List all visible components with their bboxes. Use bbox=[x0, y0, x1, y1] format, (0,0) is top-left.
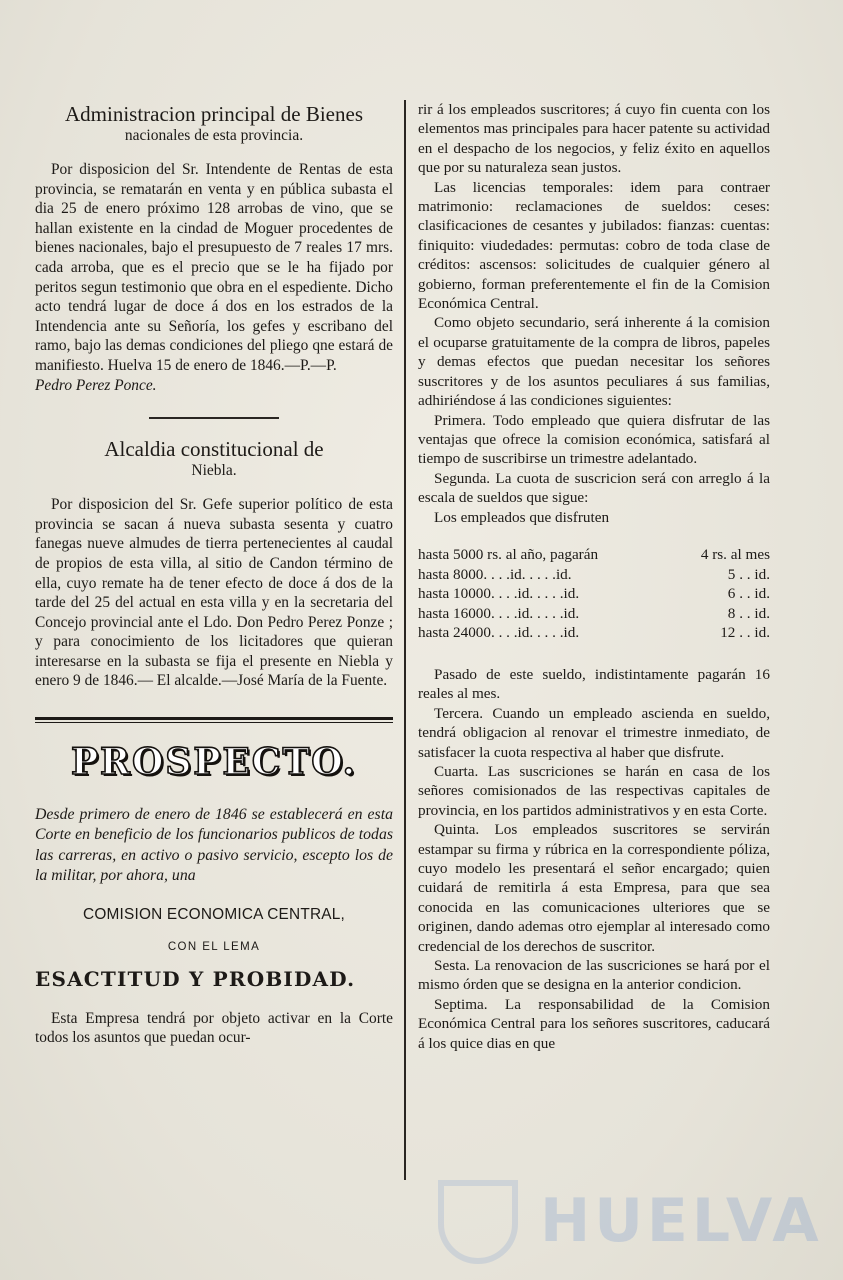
fee-range: hasta 16000. . . .id. . . . .id. bbox=[418, 604, 580, 622]
table-row bbox=[418, 623, 770, 643]
notice2-title: Alcaldia constitucional de bbox=[104, 437, 324, 462]
fee-range: hasta 24000. . . .id. . . . .id. bbox=[418, 624, 580, 642]
condition-sesta: Sesta. La renovacion de las suscriciones se hará por el mismo órden que se designa en la anterior condicion. bbox=[418, 957, 770, 994]
paragraph: Los empleados que disfruten bbox=[434, 508, 610, 526]
fee-table bbox=[418, 533, 770, 655]
notice2-body: Por disposicion del Sr. Gefe superior político de esta provincia se sacan á nueva subasta sesenta y cuatro fanegas nueve almudes de tierra pertenecientes al caudal de propios de esta villa, al sitio de Candon término de ella, cuyo remate ha de tener efecto de doce á dos de la tarde del 25 del actual en esta villa y en la secretaria del Concejo provincial ante el Ldo. Don Pedro Perez Ponze ; y para conocimiento de los licitadores que quieran interesarse en la subasta se fija el presente en Niebla y enero 9 de 1846.— El alcalde.—José María de la Fuente. bbox=[35, 496, 393, 690]
right-column bbox=[418, 100, 770, 1053]
paragraph: Pasado de este sueldo, indistintamente pagarán 16 reales al mes. bbox=[418, 665, 770, 703]
column-separator bbox=[404, 100, 406, 1180]
paragraph: Como objeto secundario, será inherente á la comision el ocuparse gratuitamente de la compra de libros, papeles y demas efectos que puedan necesitar los señores suscritores y de los asuntos peculiares á sus familias, adhiriéndose á las condiciones siguientes: bbox=[418, 314, 770, 410]
fee-amount: 5 . . id. bbox=[727, 565, 770, 583]
notice1-subtitle: nacionales de esta provincia. bbox=[124, 127, 304, 144]
table-row bbox=[418, 545, 770, 565]
prospecto-intro: Desde primero de enero de 1846 se establecerá en esta Corte en beneficio de los funcionarios publicos de todas las carreras, en activo o pasivo servicio, escepto los de la militar, por ahora, una bbox=[35, 806, 393, 885]
table-row bbox=[418, 584, 770, 604]
paragraph: Las licencias temporales: idem para contraer matrimonio: reclamaciones de sueldos: ceses: clasificaciones de cesantes y jubilados: fianzas: cuentas: finiquito: viudedades: permutas: cobro de toda clase de créditos: ascensos: solicitudes de cualquier género al gobierno, forman preferentemente el fin de la Comision Económica Central. bbox=[418, 178, 770, 313]
notice1-body: Por disposicion del Sr. Intendente de Rentas de esta provincia, se rematarán en venta y en pública subasta el dia 25 de enero próximo 128 arrobas de vino, que se hallan existente en la cindad de Moguer procedentes de bienes nacionales, bajo el presupuesto de 7 reales 17 mrs. cada arroba, que es el precio que se le ha fijado por peritos segun testimonio que obra en el espediente. Dicho acto tendrá lugar de doce á dos en los estrados de la Intendencia ante su Señoría, los gefes y escribano del ramo, bajo las demas condiciones del pliego qne estará de manifiesto. Huelva 15 de enero de 1846.—P.—P. bbox=[35, 161, 393, 374]
lema-label: CON EL LEMA bbox=[167, 940, 261, 953]
table-row bbox=[418, 604, 770, 624]
fee-amount: 8 . . id. bbox=[727, 604, 770, 622]
fee-amount: 6 . . id. bbox=[727, 585, 770, 603]
condition-segunda: Segunda. La cuota de suscricion será con arreglo á la escala de sueldos que sigue: bbox=[418, 469, 770, 507]
watermark-shield-icon bbox=[438, 1180, 518, 1264]
notice1-title: Administracion principal de Bienes bbox=[64, 102, 363, 126]
fee-amount: 12 . . id. bbox=[720, 624, 770, 642]
section-divider bbox=[149, 417, 279, 419]
notice2-subtitle: Niebla. bbox=[191, 462, 237, 480]
fee-range: hasta 5000 rs. al año, pagarán bbox=[418, 545, 599, 563]
notice1-signature: Pedro Perez Ponce. bbox=[35, 376, 157, 394]
comision-heading: COMISION ECONOMICA CENTRAL, bbox=[83, 905, 345, 923]
watermark: HUELVA bbox=[540, 1186, 823, 1256]
condition-cuarta: Cuarta. Las suscriciones se harán en casa de los señores comisionados de las respectivas capitales de provincia, en los partidos administrativos y en esta Corte. bbox=[418, 762, 770, 819]
paragraph: rir á los empleados suscritores; á cuyo fin cuenta con los elementos mas principales para hacer patente su actividad en el despacho de los negocios, y feliz éxito en aquellos que por su naturaleza sean justos. bbox=[418, 101, 770, 177]
condition-primera: Primera. Todo empleado que quiera disfrutar de las ventajas que ofrece la comision económica, satisfará al tiempo de suscribirse un trimestre adelantado. bbox=[418, 411, 770, 468]
condition-tercera: Tercera. Cuando un empleado ascienda en sueldo, tendrá obligacion al renovar el trimestre inmediato, de satisfacer la cuota respectiva al haber que disfrute. bbox=[418, 704, 770, 761]
fee-range: hasta 8000. . . .id. . . . .id. bbox=[418, 565, 572, 583]
left-column bbox=[35, 100, 393, 1048]
motto: ESACTITUD Y PROBIDAD. bbox=[35, 966, 356, 991]
condition-quinta: Quinta. Los empleados suscritores se servirán estampar su firma y rúbrica en la correspondiente póliza, cuyo modelo les presentará el señor encargado; quien cuidará de remitirla á esta Empresa, para que sea conocida en las comunicaciones ulteriores que se originen, dando ademas otro ejemplar al interesado como credencial de los derechos de suscritor. bbox=[418, 821, 770, 955]
double-divider bbox=[35, 717, 393, 723]
prospecto-title: PROSPECTO. bbox=[70, 741, 358, 784]
condition-septima: Septima. La responsabilidad de la Comision Económica Central para los señores suscritores, caducará á los quice dias en que bbox=[418, 995, 770, 1052]
fee-range: hasta 10000. . . .id. . . . .id. bbox=[418, 585, 580, 603]
prospecto-body-start: Esta Empresa tendrá por objeto activar en la Corte todos los asuntos que puedan ocur- bbox=[35, 1009, 393, 1047]
fee-amount: 4 rs. al mes bbox=[700, 545, 770, 563]
table-row bbox=[418, 565, 770, 585]
